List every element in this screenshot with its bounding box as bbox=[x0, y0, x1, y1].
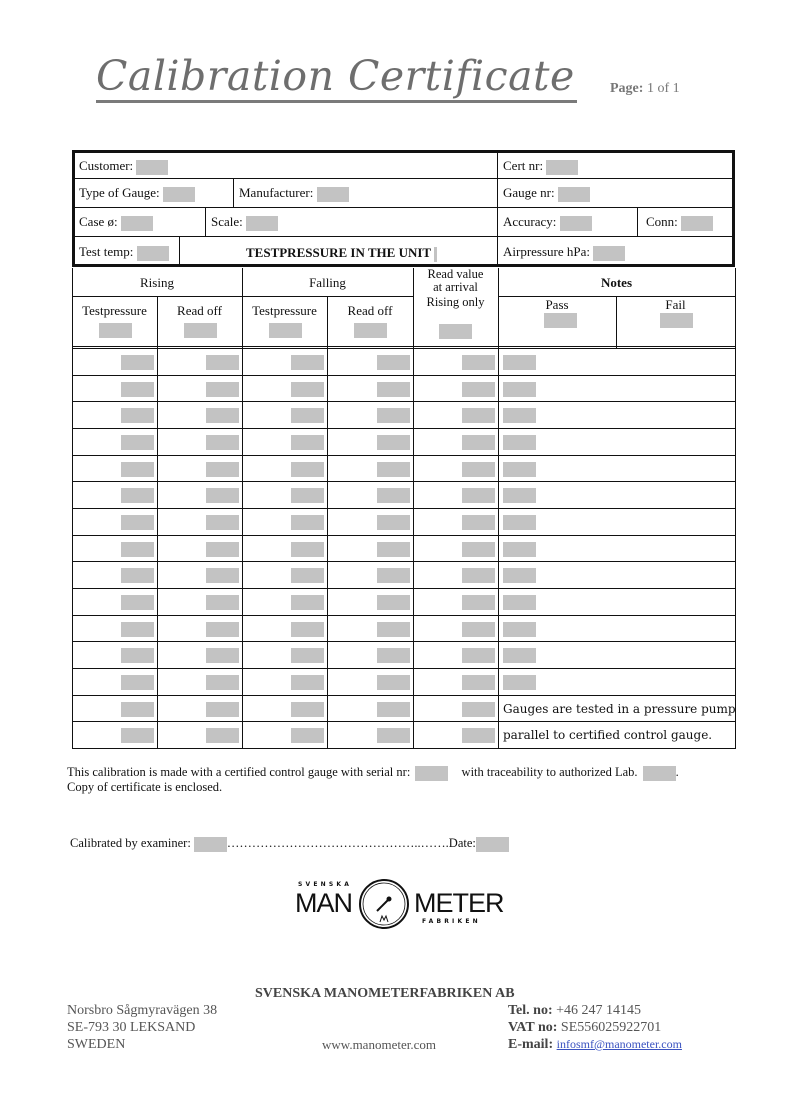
examiner-redacted[interactable] bbox=[194, 837, 227, 852]
calibration-statement bbox=[67, 765, 679, 781]
cell-value-redacted bbox=[462, 595, 495, 610]
cell-value-redacted bbox=[291, 382, 324, 397]
cell-value-redacted bbox=[206, 648, 239, 663]
tel-label: Tel. no: bbox=[508, 1003, 553, 1018]
cell-value-redacted bbox=[462, 462, 495, 477]
cell-value-redacted bbox=[377, 622, 410, 637]
cell-value-redacted bbox=[377, 515, 410, 530]
gauge-logo-icon bbox=[358, 878, 410, 930]
cell-value-redacted bbox=[462, 702, 495, 717]
cert-nr-value-redacted bbox=[546, 160, 578, 175]
cell-value-redacted bbox=[291, 408, 324, 423]
row-divider bbox=[72, 428, 735, 429]
gauge-nr-value-redacted bbox=[558, 187, 590, 202]
cell-value-redacted bbox=[462, 355, 495, 370]
header-falling: Falling bbox=[309, 275, 346, 290]
cell-value-redacted bbox=[121, 675, 154, 690]
header-read-value-line2: at arrival bbox=[433, 280, 478, 294]
cell-value-redacted bbox=[377, 702, 410, 717]
gauge-nr-field[interactable] bbox=[503, 185, 590, 202]
cell-value-redacted bbox=[377, 648, 410, 663]
note-value-redacted bbox=[503, 382, 536, 397]
testpressure-unit-label: TESTPRESSURE IN THE UNIT bbox=[246, 245, 431, 260]
note-value-redacted bbox=[503, 515, 536, 530]
row-divider bbox=[72, 615, 735, 616]
cell-value-redacted bbox=[206, 568, 239, 583]
row-divider bbox=[72, 508, 735, 509]
footer-vat bbox=[508, 1020, 661, 1036]
column-divider bbox=[242, 296, 243, 748]
accuracy-label: Accuracy: bbox=[503, 214, 557, 229]
cell-value-redacted bbox=[462, 382, 495, 397]
cell-value-redacted bbox=[377, 595, 410, 610]
header-pass: Pass bbox=[545, 297, 569, 312]
cell-value-redacted bbox=[377, 568, 410, 583]
gauge-nr-label: Gauge nr: bbox=[503, 185, 555, 200]
statement-part1: This calibration is made with a certified control gauge with serial nr: bbox=[67, 765, 411, 779]
customer-field[interactable] bbox=[79, 158, 168, 175]
page-label: Page: bbox=[610, 81, 644, 96]
customer-value-redacted bbox=[136, 160, 168, 175]
cell-value-redacted bbox=[291, 622, 324, 637]
cell-value-redacted bbox=[377, 542, 410, 557]
customer-label: Customer: bbox=[79, 158, 134, 173]
cell-value-redacted bbox=[462, 542, 495, 557]
cell-value-redacted bbox=[206, 542, 239, 557]
cell-value-redacted bbox=[377, 675, 410, 690]
cell-value-redacted bbox=[291, 728, 324, 743]
notes-line-1: Gauges are tested in a pressure pump bbox=[503, 702, 736, 716]
cell-value-redacted bbox=[462, 435, 495, 450]
logo-left-text: MAN bbox=[295, 888, 352, 918]
cell-value-redacted bbox=[206, 702, 239, 717]
cell-value-redacted bbox=[121, 728, 154, 743]
cell-value-redacted bbox=[206, 622, 239, 637]
cell-value-redacted bbox=[462, 622, 495, 637]
header-falling-read-off: Read off bbox=[347, 303, 393, 318]
email-link[interactable]: infosmf@manometer.com bbox=[556, 1037, 682, 1051]
row-divider bbox=[72, 401, 735, 402]
header-rising-read-off: Read off bbox=[177, 303, 222, 318]
cell-value-redacted bbox=[206, 408, 239, 423]
footer-tel bbox=[508, 1003, 641, 1019]
page-title: Calibration Certificate bbox=[96, 52, 577, 103]
statement-part3: . bbox=[675, 765, 679, 779]
footer-company: SVENSKA MANOMETERFABRIKEN AB bbox=[255, 986, 515, 1001]
case-field[interactable] bbox=[79, 214, 153, 231]
cell-value-redacted bbox=[121, 595, 154, 610]
cell-value-redacted bbox=[377, 462, 410, 477]
conn-field[interactable] bbox=[646, 214, 713, 231]
header-bottom-line-2 bbox=[72, 348, 735, 349]
fail-value-redacted bbox=[660, 313, 693, 328]
scale-value-redacted bbox=[246, 216, 278, 231]
cell-value-redacted bbox=[121, 462, 154, 477]
row-divider bbox=[72, 375, 735, 376]
header-read-value-line1: Read value bbox=[427, 267, 484, 281]
note-value-redacted bbox=[503, 488, 536, 503]
page-indicator bbox=[610, 81, 680, 97]
note-value-redacted bbox=[503, 568, 536, 583]
cell-value-redacted bbox=[206, 488, 239, 503]
accuracy-field[interactable] bbox=[503, 214, 592, 231]
cell-value-redacted bbox=[121, 702, 154, 717]
falling-read-off-unit-redacted bbox=[354, 323, 387, 338]
cell-value-redacted bbox=[291, 462, 324, 477]
company-logo bbox=[290, 877, 504, 935]
row-divider bbox=[72, 721, 735, 722]
signature-dots: ………………………………………..……. bbox=[226, 836, 449, 850]
footer-email bbox=[508, 1037, 682, 1053]
cell-value-redacted bbox=[291, 515, 324, 530]
manufacturer-field[interactable] bbox=[239, 185, 349, 202]
cell-value-redacted bbox=[291, 568, 324, 583]
cell-value-redacted bbox=[291, 435, 324, 450]
row-divider bbox=[72, 535, 735, 536]
cell-value-redacted bbox=[121, 382, 154, 397]
cell-value-redacted bbox=[377, 728, 410, 743]
conn-label: Conn: bbox=[646, 214, 678, 229]
header-fail: Fail bbox=[665, 297, 686, 312]
cert-nr-field[interactable] bbox=[503, 158, 578, 175]
airpressure-label: Airpressure hPa: bbox=[503, 244, 591, 259]
cell-value-redacted bbox=[291, 488, 324, 503]
testpressure-unit-field[interactable] bbox=[246, 245, 437, 262]
note-value-redacted bbox=[503, 542, 536, 557]
cell-value-redacted bbox=[377, 355, 410, 370]
airpressure-value-redacted bbox=[593, 246, 625, 261]
manufacturer-value-redacted bbox=[317, 187, 349, 202]
table-border-right bbox=[735, 268, 736, 749]
cell-value-redacted bbox=[121, 622, 154, 637]
date-redacted[interactable] bbox=[476, 837, 509, 852]
cell-value-redacted bbox=[206, 595, 239, 610]
cell-value-redacted bbox=[206, 728, 239, 743]
vat-value: SE556025922701 bbox=[560, 1020, 662, 1035]
pass-value-redacted bbox=[544, 313, 577, 328]
rising-read-off-unit-redacted bbox=[184, 323, 217, 338]
column-divider bbox=[327, 296, 328, 748]
scale-label: Scale: bbox=[211, 214, 243, 229]
logo-right-text: METER bbox=[414, 888, 504, 918]
cell-value-redacted bbox=[377, 382, 410, 397]
cell-value-redacted bbox=[462, 675, 495, 690]
airpressure-field[interactable] bbox=[503, 244, 625, 261]
cell-value-redacted bbox=[291, 355, 324, 370]
row-divider bbox=[72, 481, 735, 482]
cell-value-redacted bbox=[206, 355, 239, 370]
column-divider bbox=[157, 296, 158, 748]
cell-value-redacted bbox=[121, 488, 154, 503]
cell-value-redacted bbox=[462, 488, 495, 503]
case-value-redacted bbox=[121, 216, 153, 231]
falling-testpressure-unit-redacted bbox=[269, 323, 302, 338]
cell-value-redacted bbox=[291, 702, 324, 717]
row-divider bbox=[72, 455, 735, 456]
cell-value-redacted bbox=[291, 648, 324, 663]
header-notes: Notes bbox=[600, 275, 633, 290]
row-divider bbox=[72, 695, 735, 696]
note-value-redacted bbox=[503, 462, 536, 477]
case-label: Case ø: bbox=[79, 214, 118, 229]
header-rising-testpressure: Testpressure bbox=[82, 303, 147, 318]
date-label: Date: bbox=[448, 836, 476, 850]
tel-value: +46 247 14145 bbox=[556, 1003, 642, 1018]
table-border-bottom bbox=[72, 748, 735, 749]
cell-value-redacted bbox=[291, 675, 324, 690]
cell-value-redacted bbox=[462, 568, 495, 583]
cell-value-redacted bbox=[121, 648, 154, 663]
footer-address1: Norsbro Sågmyravägen 38 bbox=[67, 1003, 218, 1018]
header-read-value-line3: Rising only bbox=[426, 295, 485, 309]
footer-address2: SE-793 30 LEKSAND bbox=[67, 1020, 196, 1035]
note-value-redacted bbox=[503, 355, 536, 370]
email-label: E-mail: bbox=[508, 1037, 554, 1052]
cell-value-redacted bbox=[462, 728, 495, 743]
logo-bottom-text: FABRIKEN bbox=[422, 918, 481, 925]
cell-value-redacted bbox=[121, 515, 154, 530]
note-value-redacted bbox=[503, 648, 536, 663]
cell-value-redacted bbox=[121, 408, 154, 423]
header-read-value bbox=[413, 268, 498, 309]
row-divider bbox=[72, 641, 735, 642]
read-value-unit-redacted bbox=[439, 324, 472, 339]
cell-value-redacted bbox=[206, 675, 239, 690]
header-bottom-line bbox=[72, 346, 735, 347]
header-falling-testpressure: Testpressure bbox=[252, 303, 317, 318]
cell-value-redacted bbox=[121, 435, 154, 450]
cell-value-redacted bbox=[206, 515, 239, 530]
notes-line-2: parallel to certified control gauge. bbox=[503, 728, 713, 742]
manufacturer-label: Manufacturer: bbox=[239, 185, 314, 200]
row-divider bbox=[72, 588, 735, 589]
cell-value-redacted bbox=[206, 462, 239, 477]
test-temp-value-redacted bbox=[137, 246, 169, 261]
accuracy-value-redacted bbox=[560, 216, 592, 231]
rising-testpressure-unit-redacted bbox=[99, 323, 132, 338]
lab-redacted bbox=[643, 766, 676, 781]
cell-value-redacted bbox=[462, 408, 495, 423]
cell-value-redacted bbox=[462, 648, 495, 663]
cert-nr-label: Cert nr: bbox=[503, 158, 544, 173]
examiner-label: Calibrated by examiner: bbox=[70, 836, 191, 850]
cell-value-redacted bbox=[462, 515, 495, 530]
type-of-gauge-label: Type of Gauge: bbox=[79, 185, 160, 200]
vat-label: VAT no: bbox=[508, 1020, 558, 1035]
cell-value-redacted bbox=[206, 382, 239, 397]
cell-value-redacted bbox=[121, 542, 154, 557]
signature-line bbox=[70, 836, 509, 852]
header-rising: Rising bbox=[140, 275, 174, 290]
conn-value-redacted bbox=[681, 216, 713, 231]
cell-value-redacted bbox=[121, 355, 154, 370]
cell-value-redacted bbox=[377, 408, 410, 423]
page-value: 1 of 1 bbox=[646, 81, 680, 96]
note-value-redacted bbox=[503, 408, 536, 423]
cell-value-redacted bbox=[377, 488, 410, 503]
cell-value-redacted bbox=[121, 568, 154, 583]
scale-field[interactable] bbox=[211, 214, 278, 231]
cell-value-redacted bbox=[206, 435, 239, 450]
row-divider bbox=[72, 561, 735, 562]
serial-nr-redacted bbox=[415, 766, 448, 781]
cell-value-redacted bbox=[291, 595, 324, 610]
logo-top-text: SVENSKA bbox=[298, 881, 353, 888]
footer-address3: SWEDEN bbox=[67, 1037, 126, 1052]
cell-value-redacted bbox=[377, 435, 410, 450]
testpressure-unit-value-redacted bbox=[434, 247, 437, 262]
note-value-redacted bbox=[503, 435, 536, 450]
statement-part2: with traceability to authorized Lab. bbox=[461, 765, 638, 779]
cell-value-redacted bbox=[291, 542, 324, 557]
test-temp-label: Test temp: bbox=[79, 244, 134, 259]
note-value-redacted bbox=[503, 622, 536, 637]
type-of-gauge-value-redacted bbox=[163, 187, 195, 202]
row-divider bbox=[72, 668, 735, 669]
note-value-redacted bbox=[503, 595, 536, 610]
test-temp-field[interactable] bbox=[79, 244, 169, 261]
statement-line2: Copy of certificate is enclosed. bbox=[67, 780, 223, 794]
type-of-gauge-field[interactable] bbox=[79, 185, 195, 202]
footer-website[interactable]: www.manometer.com bbox=[322, 1037, 436, 1052]
note-value-redacted bbox=[503, 675, 536, 690]
